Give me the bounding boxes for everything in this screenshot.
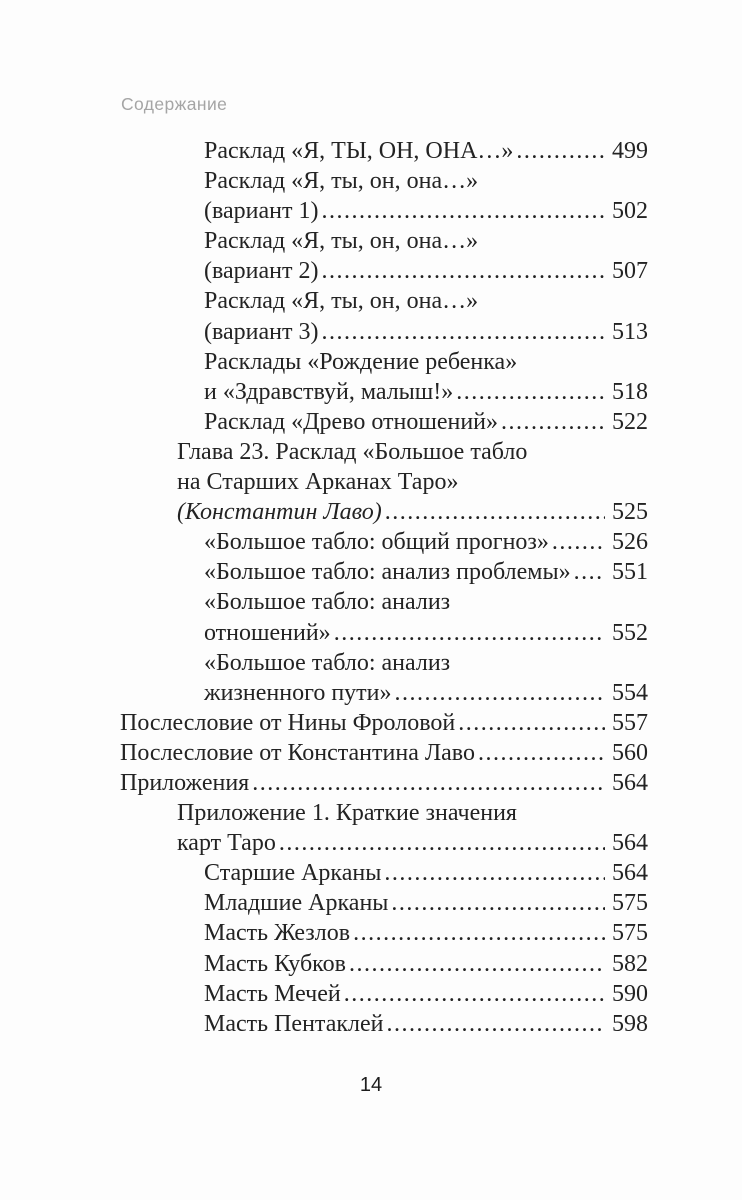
toc-entry-text: Старшие Арканы	[204, 860, 382, 887]
toc-row	[120, 587, 648, 617]
toc-page-ref: 564	[612, 830, 648, 857]
toc-page-ref: 518	[612, 378, 648, 405]
toc-entry-text: Масть Пентаклей	[204, 1010, 384, 1037]
dot-leader	[321, 196, 605, 226]
toc-row	[120, 136, 648, 166]
toc-page-ref: 502	[612, 198, 648, 225]
dot-leader	[458, 708, 605, 738]
toc-row	[120, 286, 648, 316]
toc-entry-text: Масть Мечей	[204, 980, 341, 1007]
dot-leader	[385, 497, 605, 527]
dot-leader	[456, 377, 605, 407]
toc-page-ref: 499	[612, 138, 648, 164]
dot-leader	[349, 949, 605, 979]
dot-leader	[501, 407, 605, 437]
running-header: Содержание	[121, 94, 228, 114]
toc-entry-text: на Старших Арканах Таро»	[177, 469, 459, 496]
toc-row	[120, 347, 648, 377]
toc-row	[120, 377, 648, 407]
toc-page-ref: 526	[612, 529, 648, 556]
dot-leader	[516, 136, 605, 166]
toc-entry-text: «Большое табло: анализ проблемы»	[204, 559, 571, 586]
toc-row	[120, 888, 648, 918]
toc-row	[120, 437, 648, 467]
toc-entry-text: Расклад «Я, ты, он, она…»	[204, 288, 479, 315]
toc-page-ref: 590	[612, 980, 648, 1007]
toc-entry-text: жизненного пути»	[204, 679, 392, 706]
toc-entry-text: (вариант 2)	[204, 258, 319, 285]
toc-page-ref: 507	[612, 258, 648, 285]
toc-page-ref: 575	[612, 920, 648, 947]
toc-page-ref: 552	[612, 619, 648, 646]
dot-leader	[574, 557, 605, 587]
toc-entry-text: (вариант 3)	[204, 318, 319, 345]
toc-row	[120, 738, 648, 768]
toc-row	[120, 798, 648, 828]
toc-entry-text: «Большое табло: анализ	[204, 589, 451, 616]
dot-leader	[344, 979, 605, 1009]
toc-row	[120, 166, 648, 196]
toc-page-ref: 598	[612, 1010, 648, 1037]
toc-row	[120, 196, 648, 226]
toc-entry-text: Расклады «Рождение ребенка»	[204, 348, 518, 375]
toc-page-ref: 513	[612, 318, 648, 345]
toc-row	[120, 828, 648, 858]
toc-row	[120, 648, 648, 678]
toc-page-ref: 560	[612, 739, 648, 766]
dot-leader	[391, 888, 605, 918]
toc-row	[120, 858, 648, 888]
toc-entry-text: Приложение 1. Краткие значения	[177, 800, 517, 827]
dot-leader	[552, 527, 605, 557]
toc-page-ref: 525	[612, 499, 648, 526]
toc-page-ref: 522	[612, 408, 648, 435]
toc-row	[120, 557, 648, 587]
toc-entry-text: «Большое табло: общий прогноз»	[204, 529, 549, 556]
toc-entry-text: Масть Жезлов	[204, 920, 351, 947]
toc-entry-text: (вариант 1)	[204, 198, 319, 225]
toc-entry-text: Расклад «Я, ты, он, она…»	[204, 168, 479, 195]
toc-row	[120, 949, 648, 979]
toc-row	[120, 407, 648, 437]
toc-row	[120, 979, 648, 1009]
toc-entry-text: Младшие Арканы	[204, 890, 389, 917]
dot-leader	[279, 828, 605, 858]
toc-row	[120, 497, 648, 527]
toc-entry-text: Расклад «Древо отношений»	[204, 408, 499, 435]
toc-page-ref: 564	[612, 769, 648, 796]
toc-page-ref: 575	[612, 890, 648, 917]
toc-entry-text: Расклад «Я, ты, он, она…»	[204, 228, 479, 255]
page-number: 14	[359, 1074, 383, 1096]
toc-entry-text: Приложения	[120, 769, 250, 796]
toc-row	[120, 527, 648, 557]
dot-leader	[478, 738, 605, 768]
toc-entry-text: Послесловие от Нины Фроловой	[120, 709, 456, 736]
toc-entry-text: (Константин Лаво)	[177, 499, 382, 526]
toc-row	[120, 918, 648, 948]
toc-row	[120, 708, 648, 738]
table-of-contents	[120, 136, 648, 1039]
dot-leader	[384, 858, 605, 888]
toc-page-ref: 554	[612, 679, 648, 706]
toc-entry-text: Глава 23. Расклад «Большое табло	[177, 438, 528, 465]
dot-leader	[321, 256, 605, 286]
dot-leader	[321, 317, 605, 347]
toc-row	[120, 226, 648, 256]
dot-leader	[353, 918, 605, 948]
dot-leader	[252, 768, 605, 798]
toc-row	[120, 317, 648, 347]
toc-row	[120, 467, 648, 497]
toc-page-ref: 564	[612, 860, 648, 887]
toc-entry-text: и «Здравствуй, малыш!»	[204, 378, 454, 405]
dot-leader	[334, 618, 605, 648]
toc-row	[120, 256, 648, 286]
toc-row	[120, 678, 648, 708]
toc-row	[120, 618, 648, 648]
dot-leader	[395, 678, 605, 708]
toc-row	[120, 768, 648, 798]
dot-leader	[386, 1009, 605, 1039]
toc-entry-text: карт Таро	[177, 830, 276, 857]
toc-row	[120, 1009, 648, 1039]
toc-entry-text: Послесловие от Константина Лаво	[120, 739, 475, 766]
toc-page-ref: 551	[612, 559, 648, 586]
toc-entry-text: отношений»	[204, 619, 331, 646]
toc-entry-text: «Большое табло: анализ	[204, 649, 451, 676]
toc-page-ref: 557	[612, 709, 648, 736]
toc-page-ref: 582	[612, 950, 648, 977]
toc-entry-text: Масть Кубков	[204, 950, 346, 977]
toc-entry-text: Расклад «Я, ТЫ, ОН, ОНА…»	[204, 138, 514, 164]
